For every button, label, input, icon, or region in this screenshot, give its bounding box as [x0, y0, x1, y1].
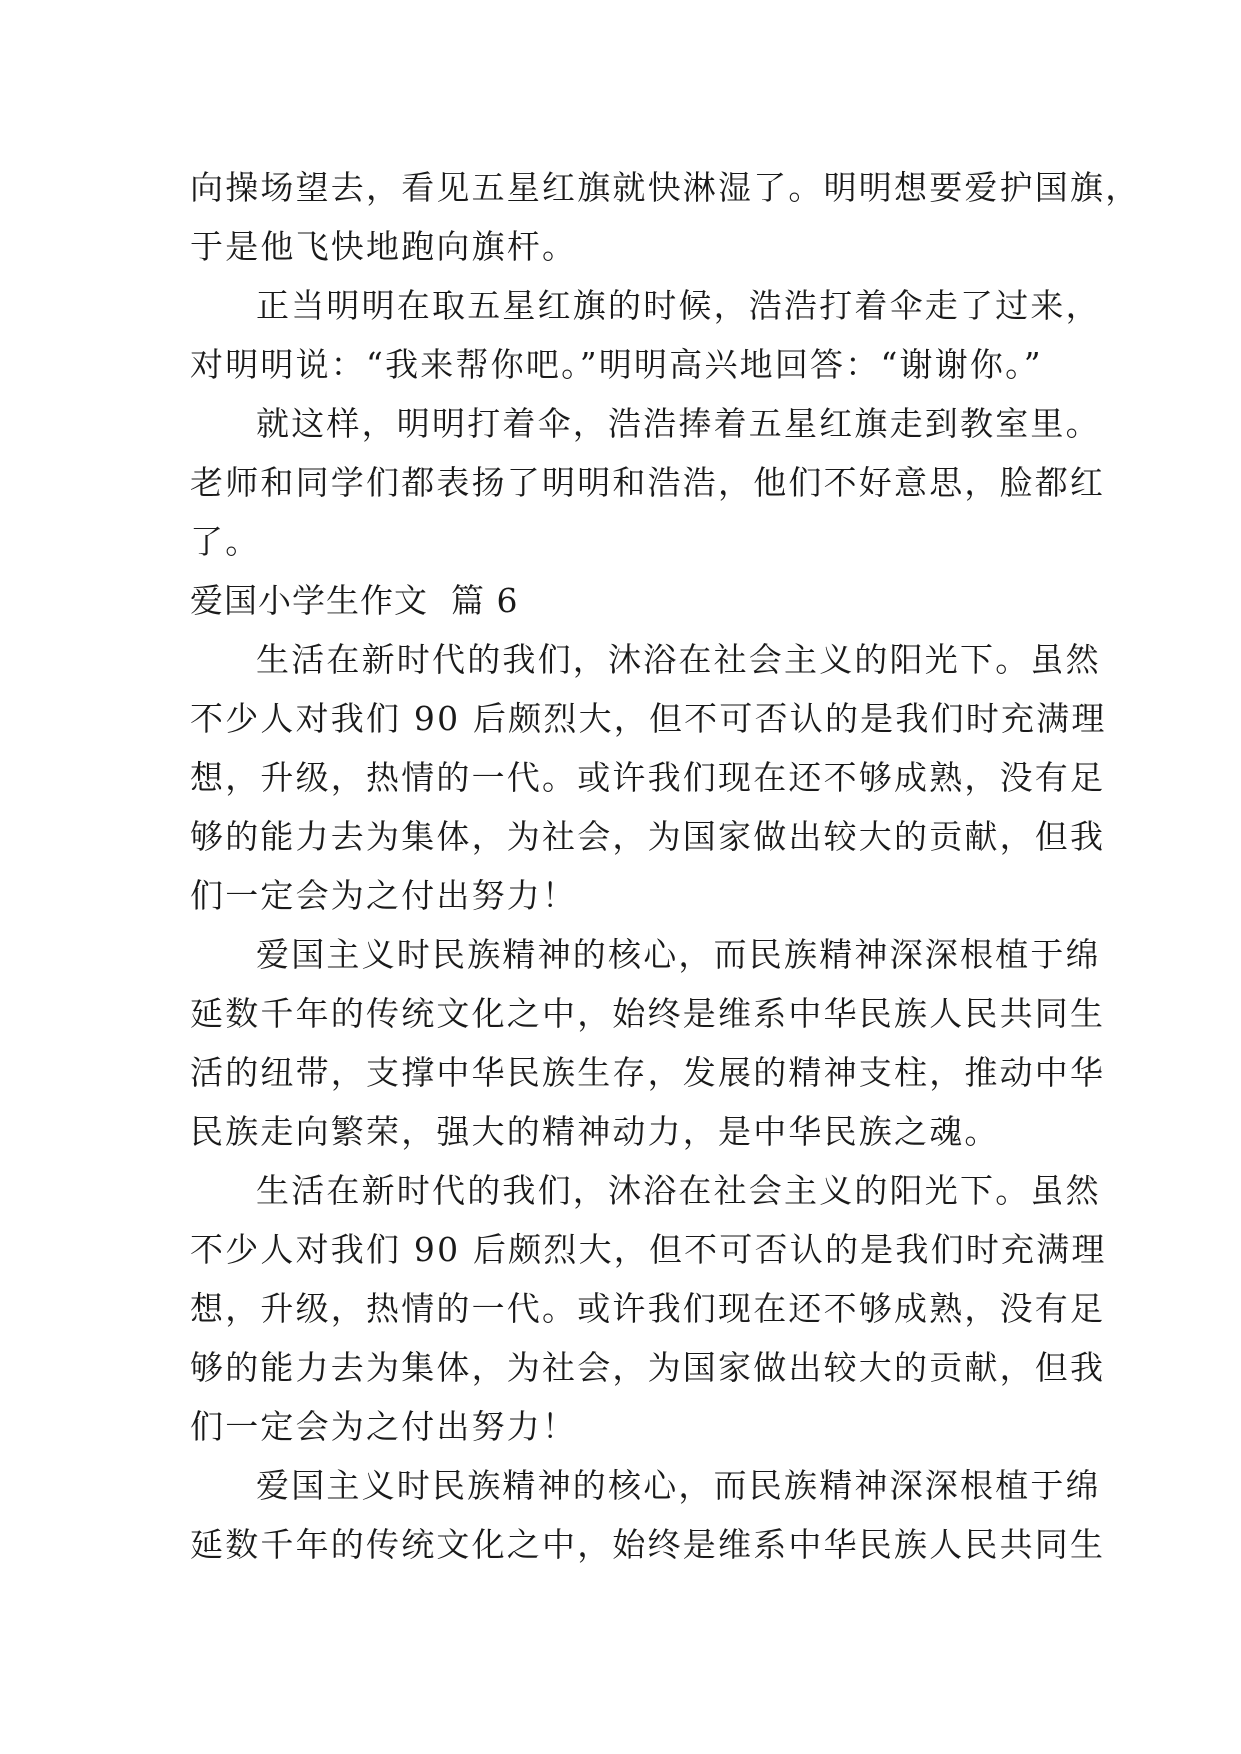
text-line: 们一定会为之付出努力！ — [190, 876, 578, 915]
text-line: 正当明明在取五星红旗的时候，浩浩打着伞走了过来， — [256, 286, 1101, 325]
text-line: 生活在新时代的我们，沐浴在社会主义的阳光下。虽然 — [256, 1171, 1101, 1210]
text-line: 了。 — [190, 522, 261, 561]
text-line: 延数千年的传统文化之中，始终是维系中华民族人民共同生 — [190, 1525, 1106, 1564]
text-line: 想，升级，热情的一代。或许我们现在还不够成熟，没有足 — [190, 758, 1106, 797]
text-line: 们一定会为之付出努力！ — [190, 1407, 578, 1446]
text-line: 够的能力去为集体，为社会，为国家做出较大的贡献，但我 — [190, 1348, 1106, 1387]
text-line: 向操场望去，看见五星红旗就快淋湿了。明明想要爱护国旗， — [190, 168, 1141, 207]
text-line: 于是他飞快地跑向旗杆。 — [190, 227, 578, 266]
text-line: 不少人对我们 90 后颇烈大，但不可否认的是我们时充满理 — [190, 699, 1107, 738]
text-line: 生活在新时代的我们，沐浴在社会主义的阳光下。虽然 — [256, 640, 1101, 679]
text-line: 老师和同学们都表扬了明明和浩浩，他们不好意思，脸都红 — [190, 463, 1106, 502]
text-line: 民族走向繁荣，强大的精神动力，是中华民族之魂。 — [190, 1112, 1000, 1151]
text-line: 不少人对我们 90 后颇烈大，但不可否认的是我们时充满理 — [190, 1230, 1107, 1269]
text-line: 够的能力去为集体，为社会，为国家做出较大的贡献，但我 — [190, 817, 1106, 856]
section-heading: 爱国小学生作文 篇 6 — [190, 581, 519, 620]
text-line: 对明明说：“我来帮你吧。”明明高兴地回答：“谢谢你。” — [190, 345, 1043, 384]
document-body — [190, 158, 1141, 1574]
text-line: 想，升级，热情的一代。或许我们现在还不够成熟，没有足 — [190, 1289, 1106, 1328]
text-line: 延数千年的传统文化之中，始终是维系中华民族人民共同生 — [190, 994, 1106, 1033]
text-line: 就这样，明明打着伞，浩浩捧着五星红旗走到教室里。 — [256, 404, 1101, 443]
text-line: 活的纽带，支撑中华民族生存，发展的精神支柱，推动中华 — [190, 1053, 1106, 1092]
text-line: 爱国主义时民族精神的核心，而民族精神深深根植于绵 — [256, 935, 1101, 974]
text-line: 爱国主义时民族精神的核心，而民族精神深深根植于绵 — [256, 1466, 1101, 1505]
